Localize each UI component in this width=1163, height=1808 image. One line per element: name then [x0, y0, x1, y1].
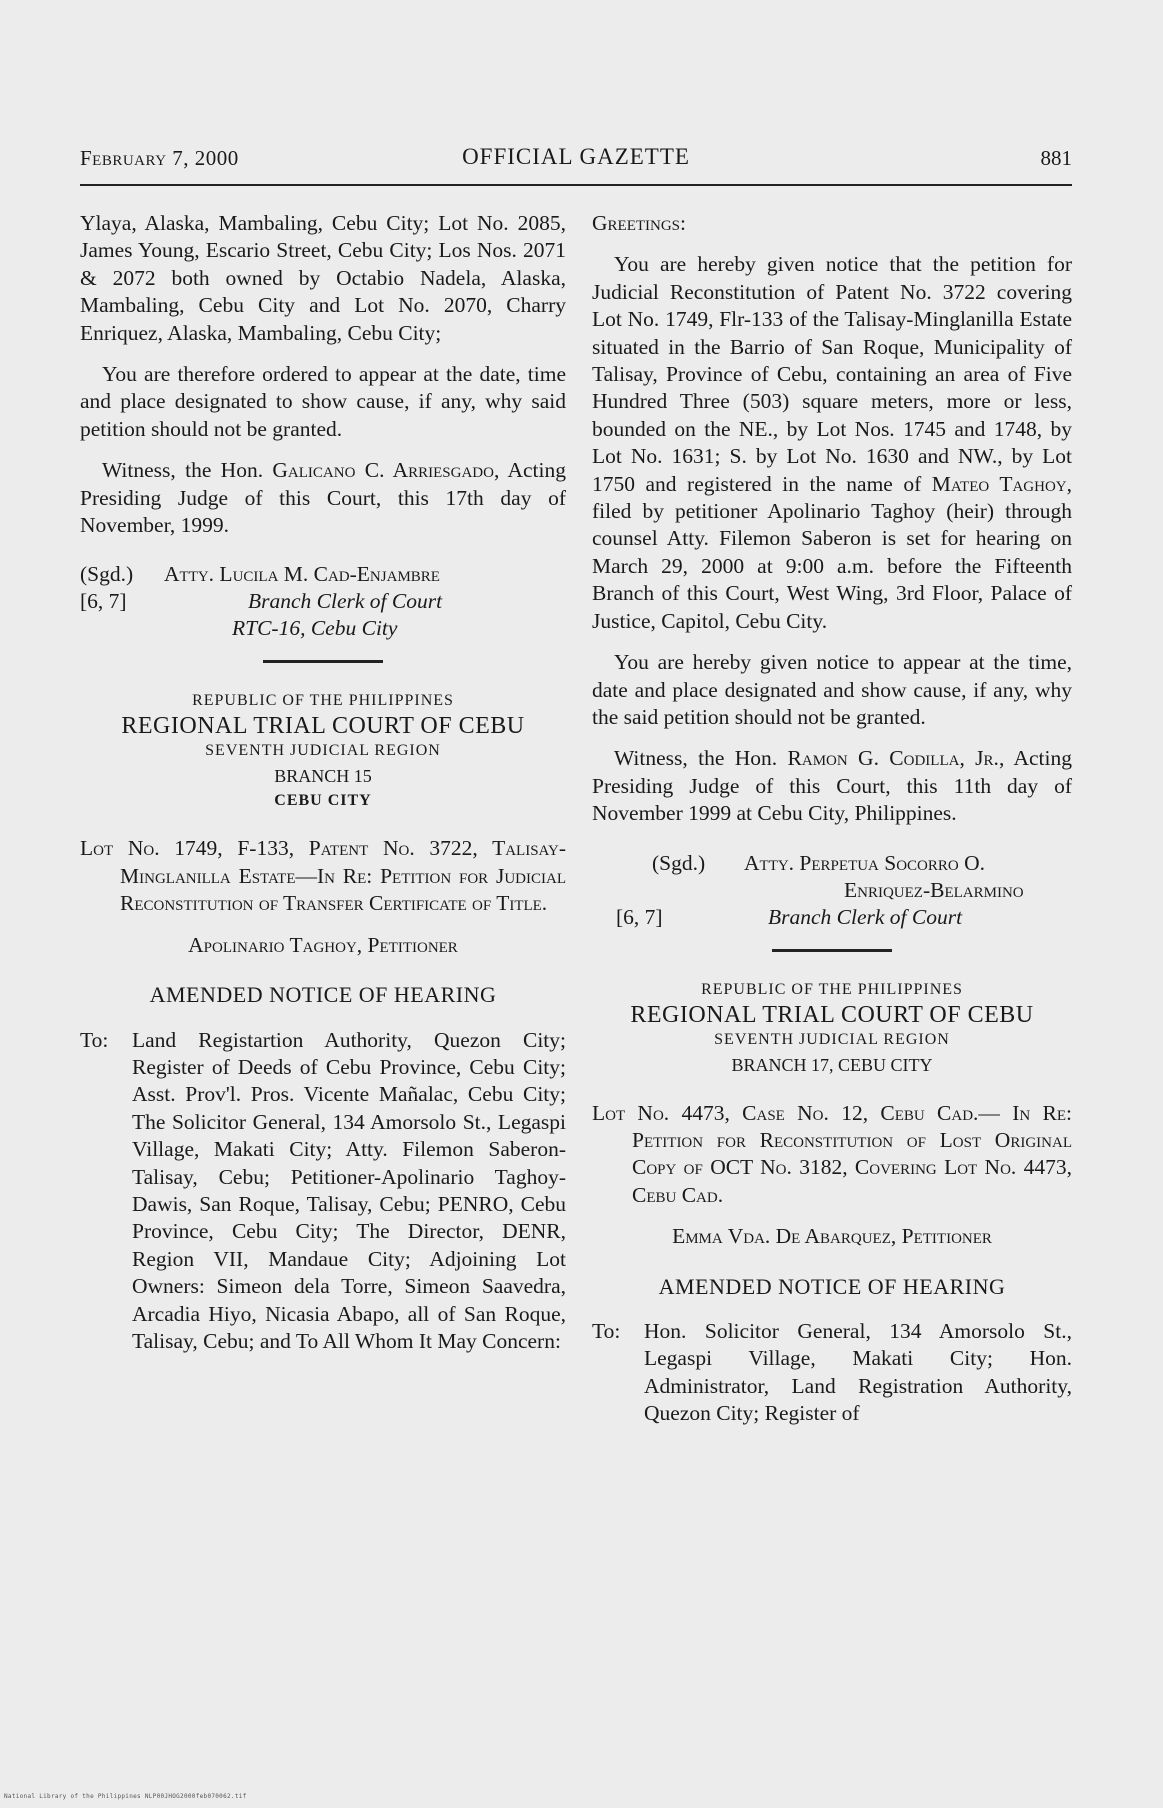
paragraph: You are hereby given notice that the petition for Judicial Reconstitution of Patent No. 3722 covering Lot No. 1749, Flr-133 of the Talisay-Minglanilla Estate situated in the Barrio of San Roque, Municipality of Talisay, Province of Cebu, containing an area of Five Hundred Three (503) square meters, more or less, bounded on the NE., by Lot Nos. 1745 and 1748, by Lot No. 1631; S. by Lot No. 1630 and NW., by Lot 1750 and registered in the name of Mateo Taghoy, filed by petitioner Apolinario Taghoy (heir) through counsel Atty. Filemon Saberon is set for hearing on March 29, 2000 at 9:00 a.m. before the Fifteenth Branch of this Court, West Wing, 3rd Floor, Palace of Justice, Capitol, Cebu City.	[592, 252, 1072, 633]
court-branch: BRANCH 17, CEBU CITY	[731, 1054, 933, 1075]
section-divider	[263, 660, 383, 663]
judge-name: Galicano C. Arriesgado	[272, 458, 494, 483]
sgd-label: (Sgd.)	[652, 850, 706, 875]
paragraph: Ylaya, Alaska, Mambaling, Cebu City; Lot No. 2085, James Young, Escario Street, Cebu City; Los Nos. 2071 & 2072 both owned by Octabio Nadela, Alaska, Mambaling, Cebu City and Lot No. 2070, Charry Enriquez, Alaska, Mambaling, Cebu City;	[80, 211, 566, 345]
signatory-position: Branch Clerk of Court	[768, 904, 963, 929]
page-header	[80, 138, 1072, 174]
addressees	[592, 1318, 1072, 1428]
header-rule	[80, 184, 1072, 186]
header-date: February 7, 2000	[80, 146, 239, 170]
court-heading	[592, 978, 1072, 1078]
court-region: SEVENTH JUDICIAL REGION	[205, 742, 441, 760]
to-label: To:	[80, 1027, 109, 1052]
paragraph: You are hereby given notice to appear at the time, date and place designated and show cause, if any, why the said petition should not be granted.	[592, 650, 1072, 729]
republic-label: REPUBLIC OF THE PHILIPPINES	[192, 692, 454, 710]
signatory-office: RTC-16, Cebu City	[232, 616, 398, 641]
signatory-position: Branch Clerk of Court	[248, 589, 443, 614]
addressees	[80, 1027, 566, 1356]
paragraph: Witness, the Hon. Ramon G. Codilla, Jr., Acting Presiding Judge of this Court, this 11th day of November 1999 at Cebu City, Philippines.	[592, 746, 1072, 826]
page-number: 881	[1040, 146, 1072, 170]
registered-owner: Mateo Taghoy	[931, 471, 1067, 496]
court-region: SEVENTH JUDICIAL REGION	[714, 1030, 950, 1048]
paragraph: You are therefore ordered to appear at the date, time and place designated to show cause, if any, why said petition should not be granted.	[80, 362, 566, 441]
court-name: REGIONAL TRIAL COURT OF CEBU	[630, 1001, 1034, 1028]
signature-block	[592, 850, 1072, 931]
judge-name: Ramon G. Codilla, Jr.	[787, 746, 999, 771]
sgd-label: (Sgd.)	[80, 562, 134, 587]
section-divider	[772, 949, 892, 952]
addressee-list: Land Registartion Authority, Quezon City; Register of Deeds of Cebu Province, Cebu City; Asst. Prov'l. Pros. Vicente Mañalac, Cebu City; The Solicitor General, 134 Amorsolo St., Legaspi Village, Makati City; Atty. Filemon Saberon-Talisay, Cebu; Petitioner-Apolinario Taghoy-Dawis, San Roque, Talisay, Cebu; PENRO, Cebu Province, Cebu City; The Director, DENR, Region VII, Mandaue City; Adjoining Lot Owners: Simeon dela Torre, Simeon Saavedra, Arcadia Hiyo, Nicasia Abapo, all of San Roque, Talisay, Cebu; and To All Whom It May Concern:	[132, 1027, 566, 1353]
court-branch: BRANCH 15	[274, 766, 372, 787]
reference-number: [6, 7]	[80, 589, 127, 614]
header-title: OFFICIAL GAZETTE	[462, 144, 690, 169]
left-column	[80, 210, 566, 1355]
signatory-name: Atty. Perpetua Socorro O.	[744, 850, 986, 875]
notice-heading: AMENDED NOTICE OF HEARING	[658, 1273, 1006, 1299]
reference-number: [6, 7]	[616, 904, 663, 929]
republic-label: REPUBLIC OF THE PHILIPPINES	[701, 980, 963, 998]
court-name: REGIONAL TRIAL COURT OF CEBU	[121, 713, 525, 740]
right-column	[592, 210, 1072, 1428]
notice-heading: AMENDED NOTICE OF HEARING	[149, 982, 497, 1008]
scan-footer: National Library of the Philippines NLP00JHOG2000feb070062.tif	[4, 1793, 247, 1800]
to-label: To:	[592, 1318, 621, 1343]
case-title: Lot No. 1749, F-133, Patent No. 3722, Talisay-Minglanilla Estate—In Re: Petition for Judicial Reconstitution of Transfer Certificate of Title.	[80, 836, 566, 916]
case-title: Lot No. 4473, Case No. 12, Cebu Cad.— In Re: Petition for Reconstitution of Lost Original Copy of OCT No. 3182, Covering Lot No. 4473, Cebu Cad.	[592, 1100, 1072, 1207]
court-heading	[80, 689, 566, 813]
signatory-name: Atty. Lucila M. Cad-Enjambre	[164, 562, 440, 587]
court-city: CEBU CITY	[274, 792, 372, 810]
addressee-list: Hon. Solicitor General, 134 Amorsolo St., Legaspi Village, Makati City; Hon. Administrator, Land Registration Authority, Quezon City; Register of	[644, 1318, 1072, 1426]
signatory-name-cont: Enriquez-Belarmino	[844, 877, 1024, 902]
petitioner-line: Apolinario Taghoy, Petitioner	[188, 932, 458, 957]
paragraph: Witness, the Hon. Galicano C. Arriesgado, Acting Presiding Judge of this Court, this 17th day of November, 1999.	[80, 458, 566, 538]
greetings: Greetings:	[592, 211, 686, 235]
signature-block	[80, 561, 566, 642]
petitioner-line: Emma Vda. De Abarquez, Petitioner	[672, 1224, 992, 1249]
